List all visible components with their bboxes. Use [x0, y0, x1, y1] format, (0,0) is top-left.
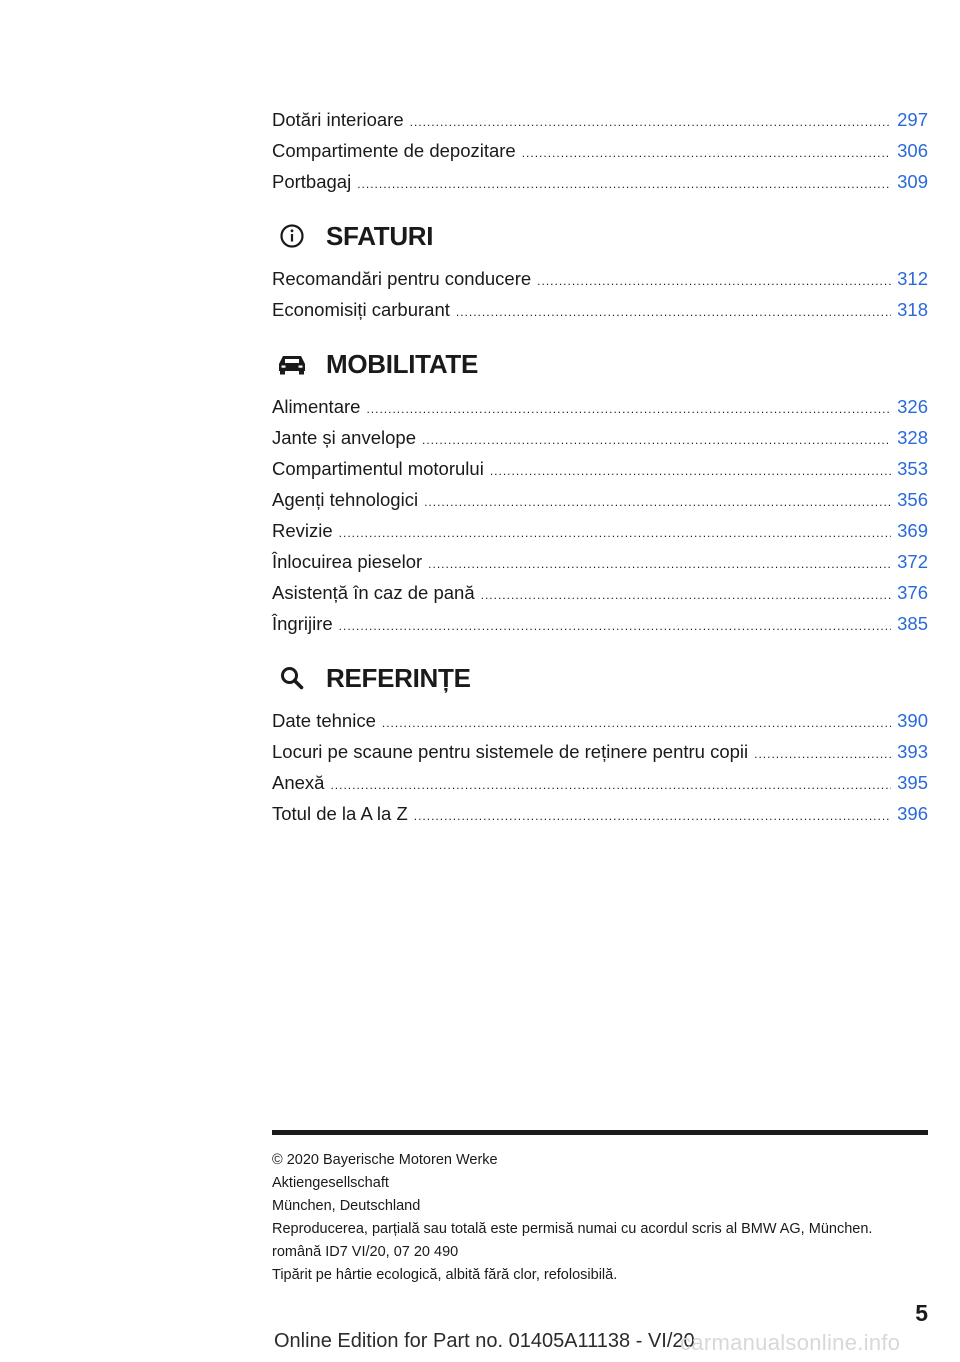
toc-entry-page[interactable]: 318	[897, 299, 928, 320]
imprint-line: română ID7 VI/20, 07 20 490	[272, 1244, 459, 1260]
car-icon	[272, 349, 312, 379]
leader-dots	[410, 107, 892, 138]
toc-entry-page[interactable]: 309	[897, 171, 928, 192]
toc-entry-page[interactable]: 385	[897, 613, 928, 634]
search-icon	[272, 663, 312, 693]
leader-dots	[366, 394, 891, 425]
page-number: 5	[915, 1300, 928, 1326]
toc-entry-page[interactable]: 396	[897, 803, 928, 824]
toc-entry-page[interactable]: 390	[897, 710, 928, 731]
imprint-line: © 2020 Bayerische Motoren Werke	[272, 1152, 498, 1168]
toc-entry[interactable]	[272, 484, 928, 515]
toc-entry-page[interactable]: 353	[897, 458, 928, 479]
toc-entry[interactable]	[272, 546, 928, 577]
toc-entry[interactable]	[272, 705, 928, 736]
toc-entry[interactable]	[272, 294, 928, 325]
toc-entry-label: Îngrijire	[272, 613, 333, 634]
toc-entry[interactable]	[272, 453, 928, 484]
leader-dots	[481, 580, 892, 611]
footer-edition: Online Edition for Part no. 01405A11138 - VI/20	[274, 1330, 695, 1352]
imprint	[272, 1149, 932, 1287]
toc-entry-page[interactable]: 297	[897, 109, 928, 130]
leader-dots	[537, 266, 891, 297]
toc-entry[interactable]	[272, 263, 928, 294]
toc-entry-label: Portbagaj	[272, 171, 352, 192]
leader-dots	[424, 487, 891, 518]
toc-entry-label: Agenți tehnologici	[272, 489, 419, 510]
leader-dots	[754, 739, 891, 770]
toc-entry[interactable]	[272, 736, 928, 767]
toc-entry[interactable]	[272, 515, 928, 546]
imprint-line: Reproducerea, parțială sau totală este permisă numai cu acordul scris al BMW AG, München.	[272, 1221, 873, 1237]
toc-entry-label: Date tehnice	[272, 710, 376, 731]
leader-dots	[330, 770, 891, 801]
toc-entry[interactable]	[272, 608, 928, 639]
toc-entry-page[interactable]: 395	[897, 772, 928, 793]
toc-entry-label: Compartimente de depozitare	[272, 140, 516, 161]
section-title: REFERINȚE	[326, 662, 471, 693]
toc-entry-label: Înlocuirea pieselor	[272, 551, 423, 572]
toc-entry-page[interactable]: 326	[897, 396, 928, 417]
toc-entry-label: Revizie	[272, 520, 333, 541]
leader-dots	[339, 611, 891, 642]
watermark: carmanualsonline.info	[680, 1330, 901, 1355]
leader-dots	[339, 518, 891, 549]
table-of-contents	[272, 104, 928, 829]
leader-dots	[422, 425, 891, 456]
toc-entry-label: Jante și anvelope	[272, 427, 416, 448]
toc-entry[interactable]	[272, 798, 928, 829]
section-heading-sfaturi	[272, 217, 928, 255]
imprint-divider	[272, 1130, 928, 1135]
leader-dots	[428, 549, 891, 580]
toc-entry-page[interactable]: 376	[897, 582, 928, 603]
toc-entry[interactable]	[272, 577, 928, 608]
toc-entry-page[interactable]: 312	[897, 268, 928, 289]
toc-entry[interactable]	[272, 104, 928, 135]
toc-entry-label: Recomandări pentru conducere	[272, 268, 532, 289]
leader-dots	[456, 297, 891, 328]
toc-entry-label: Totul de la A la Z	[272, 803, 408, 824]
toc-entry-page[interactable]: 393	[897, 741, 928, 762]
section-heading-mobilitate	[272, 345, 928, 383]
toc-entry[interactable]	[272, 767, 928, 798]
leader-dots	[522, 138, 891, 169]
leader-dots	[414, 801, 891, 832]
section-title: SFATURI	[326, 220, 434, 251]
toc-entry-label: Asistență în caz de pană	[272, 582, 475, 603]
imprint-line: Aktiengesellschaft	[272, 1175, 389, 1191]
info-icon	[272, 221, 312, 251]
leader-dots	[357, 169, 891, 200]
toc-entry[interactable]	[272, 422, 928, 453]
toc-entry-page[interactable]: 356	[897, 489, 928, 510]
imprint-line: München, Deutschland	[272, 1198, 421, 1214]
toc-entry-label: Economisiți carburant	[272, 299, 450, 320]
toc-entry-page[interactable]: 328	[897, 427, 928, 448]
toc-entry-page[interactable]: 306	[897, 140, 928, 161]
toc-entry-page[interactable]: 369	[897, 520, 928, 541]
toc-entry-label: Dotări interioare	[272, 109, 404, 130]
leader-dots	[382, 708, 891, 739]
toc-entry[interactable]	[272, 166, 928, 197]
toc-entry-label: Alimentare	[272, 396, 361, 417]
toc-entry-label: Locuri pe scaune pentru sistemele de reținere pentru copii	[272, 741, 749, 762]
toc-entry[interactable]	[272, 391, 928, 422]
section-heading-referinte	[272, 659, 928, 697]
toc-entry-label: Compartimentul motorului	[272, 458, 484, 479]
toc-entry-page[interactable]: 372	[897, 551, 928, 572]
toc-entry-label: Anexă	[272, 772, 325, 793]
toc-entry[interactable]	[272, 135, 928, 166]
leader-dots	[490, 456, 891, 487]
section-title: MOBILITATE	[326, 348, 479, 379]
imprint-line: Tipărit pe hârtie ecologică, albită fără clor, refolosibilă.	[272, 1267, 618, 1283]
